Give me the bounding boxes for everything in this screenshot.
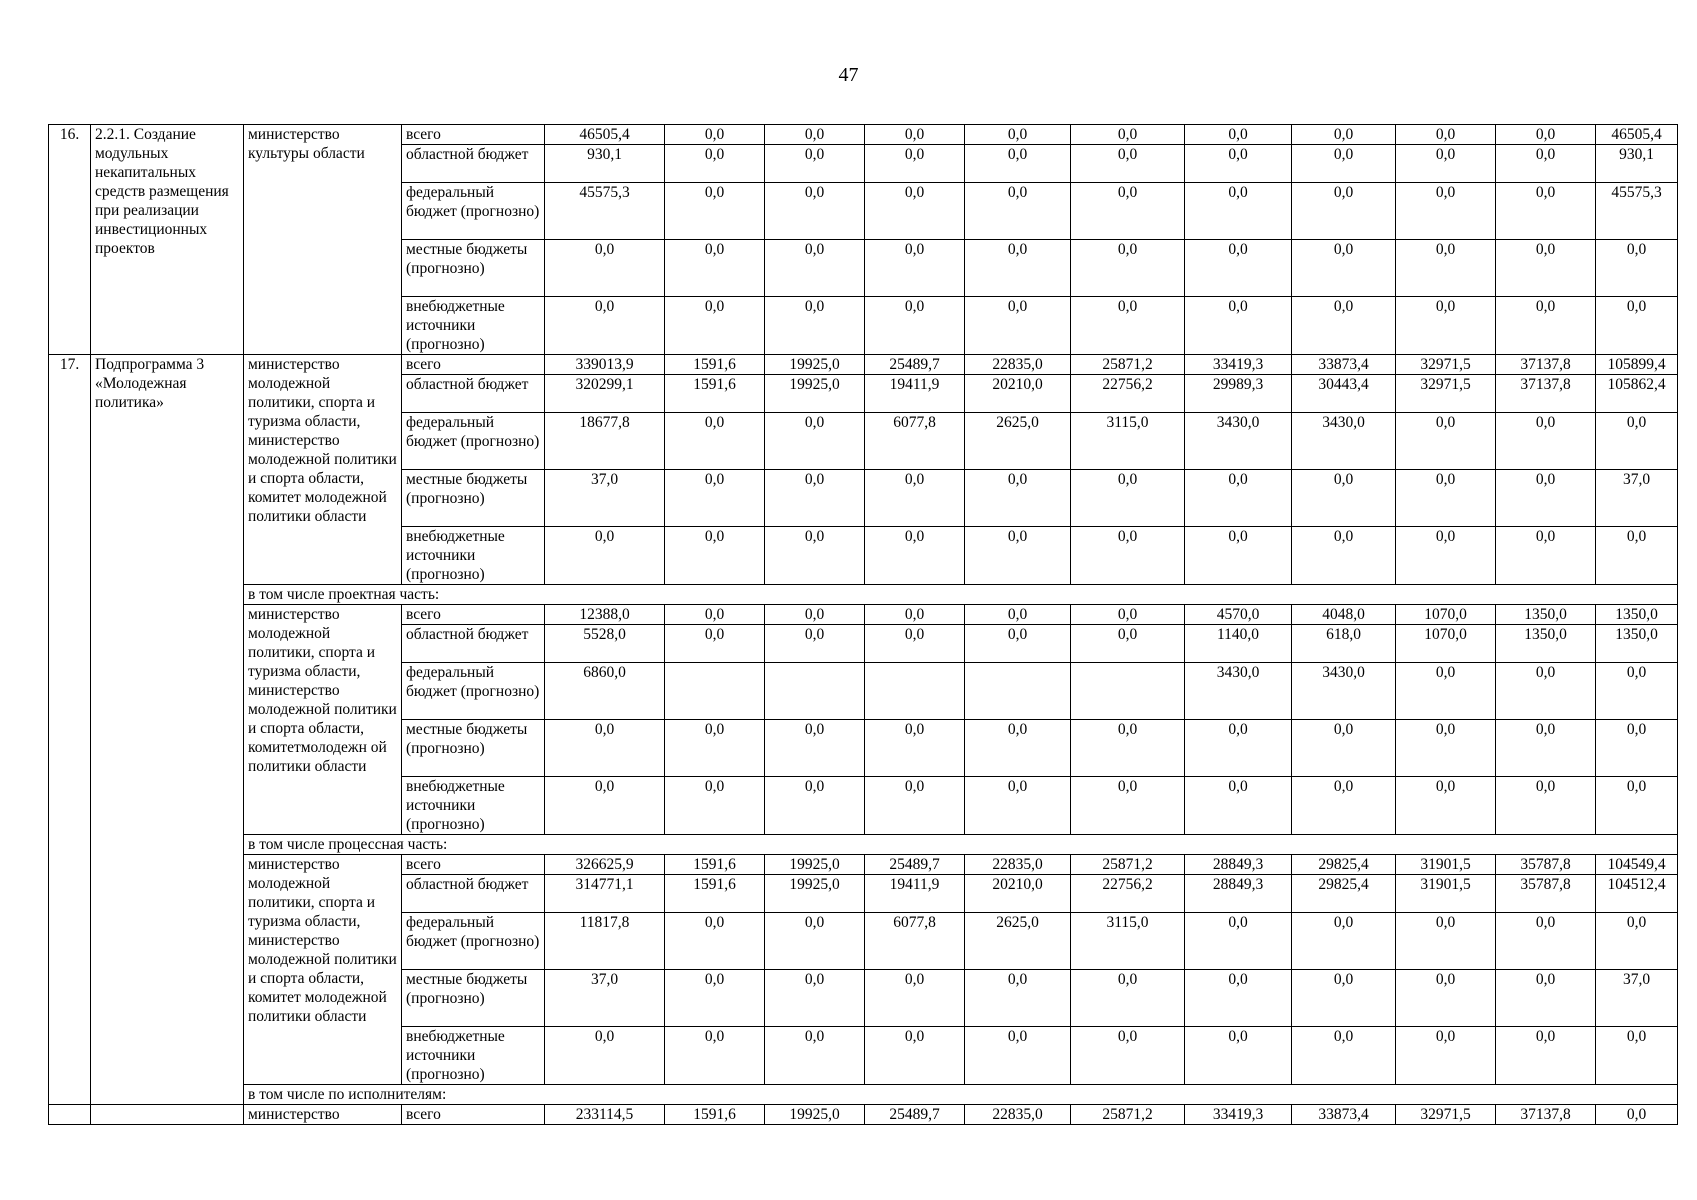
amount-cell: 0,0 — [1071, 625, 1185, 663]
funding-source: всего — [402, 1105, 545, 1125]
amount-cell: 28849,3 — [1185, 875, 1292, 913]
amount-cell: 0,0 — [1496, 777, 1596, 835]
amount-cell: 32971,5 — [1396, 1105, 1496, 1125]
amount-cell: 45575,3 — [545, 183, 665, 240]
amount-cell: 0,0 — [1185, 297, 1292, 355]
amount-cell: 0,0 — [965, 145, 1071, 183]
amount-cell: 0,0 — [1071, 183, 1185, 240]
amount-cell: 314771,1 — [545, 875, 665, 913]
amount-cell: 0,0 — [765, 240, 865, 297]
amount-cell: 0,0 — [1185, 1027, 1292, 1085]
amount-cell: 25871,2 — [1071, 355, 1185, 375]
amount-cell: 35787,8 — [1496, 855, 1596, 875]
amount-cell: 0,0 — [665, 605, 765, 625]
amount-cell: 33873,4 — [1292, 1105, 1396, 1125]
amount-cell: 0,0 — [765, 913, 865, 970]
amount-cell: 0,0 — [1292, 297, 1396, 355]
section-note: в том числе по исполнителям: — [244, 1085, 1678, 1105]
executor: министерство — [244, 1105, 402, 1125]
amount-cell: 326625,9 — [545, 855, 665, 875]
amount-cell: 0,0 — [1596, 240, 1678, 297]
amount-cell: 0,0 — [865, 720, 965, 777]
amount-cell: 0,0 — [665, 470, 765, 527]
amount-cell: 2625,0 — [965, 913, 1071, 970]
amount-cell: 0,0 — [765, 970, 865, 1027]
amount-cell: 0,0 — [1185, 720, 1292, 777]
amount-cell: 0,0 — [1496, 913, 1596, 970]
row-number: 17. — [49, 355, 91, 1105]
amount-cell: 0,0 — [1185, 527, 1292, 585]
table-row — [49, 585, 1678, 605]
amount-cell: 320299,1 — [545, 375, 665, 413]
budget-table — [48, 124, 1678, 1125]
amount-cell: 0,0 — [1292, 183, 1396, 240]
amount-cell: 0,0 — [1185, 913, 1292, 970]
amount-cell — [965, 663, 1071, 720]
amount-cell: 1070,0 — [1396, 625, 1496, 663]
funding-source: областной бюджет — [402, 145, 545, 183]
amount-cell: 0,0 — [865, 970, 965, 1027]
amount-cell: 12388,0 — [545, 605, 665, 625]
amount-cell: 3430,0 — [1292, 663, 1396, 720]
amount-cell: 1070,0 — [1396, 605, 1496, 625]
amount-cell: 0,0 — [1496, 297, 1596, 355]
amount-cell: 30443,4 — [1292, 375, 1396, 413]
amount-cell: 0,0 — [1071, 970, 1185, 1027]
amount-cell: 1140,0 — [1185, 625, 1292, 663]
amount-cell: 0,0 — [865, 527, 965, 585]
amount-cell: 0,0 — [865, 777, 965, 835]
amount-cell: 0,0 — [665, 720, 765, 777]
amount-cell: 0,0 — [865, 183, 965, 240]
amount-cell — [765, 663, 865, 720]
amount-cell: 45575,3 — [1596, 183, 1678, 240]
amount-cell: 0,0 — [1292, 470, 1396, 527]
amount-cell: 0,0 — [545, 720, 665, 777]
table-row — [49, 125, 1678, 145]
event-name — [91, 1105, 244, 1125]
amount-cell: 37137,8 — [1496, 355, 1596, 375]
amount-cell: 0,0 — [1596, 527, 1678, 585]
amount-cell: 22835,0 — [965, 1105, 1071, 1125]
funding-source: всего — [402, 605, 545, 625]
table-row — [49, 1105, 1678, 1125]
amount-cell: 0,0 — [665, 913, 765, 970]
amount-cell: 20210,0 — [965, 875, 1071, 913]
amount-cell: 0,0 — [965, 240, 1071, 297]
amount-cell: 35787,8 — [1496, 875, 1596, 913]
amount-cell: 0,0 — [665, 183, 765, 240]
row-number: 16. — [49, 125, 91, 355]
amount-cell: 0,0 — [1396, 240, 1496, 297]
amount-cell: 0,0 — [965, 605, 1071, 625]
amount-cell: 0,0 — [1496, 183, 1596, 240]
amount-cell: 0,0 — [865, 125, 965, 145]
amount-cell: 0,0 — [765, 470, 865, 527]
amount-cell: 37137,8 — [1496, 1105, 1596, 1125]
budget-table-body — [49, 125, 1678, 1125]
amount-cell: 33419,3 — [1185, 355, 1292, 375]
amount-cell: 1591,6 — [665, 855, 765, 875]
amount-cell: 3430,0 — [1292, 413, 1396, 470]
amount-cell: 0,0 — [665, 970, 765, 1027]
amount-cell: 0,0 — [765, 297, 865, 355]
amount-cell: 22756,2 — [1071, 875, 1185, 913]
amount-cell: 31901,5 — [1396, 875, 1496, 913]
amount-cell: 0,0 — [965, 183, 1071, 240]
amount-cell: 3430,0 — [1185, 413, 1292, 470]
amount-cell: 4048,0 — [1292, 605, 1396, 625]
amount-cell: 1591,6 — [665, 355, 765, 375]
amount-cell: 32971,5 — [1396, 375, 1496, 413]
amount-cell: 0,0 — [765, 720, 865, 777]
amount-cell: 105862,4 — [1596, 375, 1678, 413]
funding-source: федеральный бюджет (прогнозно) — [402, 183, 545, 240]
amount-cell: 0,0 — [1292, 145, 1396, 183]
amount-cell: 618,0 — [1292, 625, 1396, 663]
amount-cell: 25489,7 — [865, 855, 965, 875]
amount-cell: 25871,2 — [1071, 855, 1185, 875]
amount-cell: 1350,0 — [1596, 605, 1678, 625]
amount-cell: 0,0 — [765, 183, 865, 240]
amount-cell: 0,0 — [1496, 970, 1596, 1027]
amount-cell: 0,0 — [1071, 1027, 1185, 1085]
amount-cell: 6077,8 — [865, 913, 965, 970]
amount-cell: 0,0 — [1596, 777, 1678, 835]
funding-source: областной бюджет — [402, 375, 545, 413]
amount-cell: 0,0 — [1496, 470, 1596, 527]
amount-cell: 0,0 — [545, 240, 665, 297]
amount-cell: 0,0 — [1185, 470, 1292, 527]
amount-cell: 31901,5 — [1396, 855, 1496, 875]
amount-cell: 0,0 — [1596, 1027, 1678, 1085]
amount-cell: 0,0 — [1396, 145, 1496, 183]
funding-source: местные бюджеты (прогнозно) — [402, 470, 545, 527]
amount-cell: 32971,5 — [1396, 355, 1496, 375]
amount-cell: 2625,0 — [965, 413, 1071, 470]
amount-cell: 0,0 — [665, 240, 765, 297]
amount-cell: 29825,4 — [1292, 875, 1396, 913]
funding-source: федеральный бюджет (прогнозно) — [402, 413, 545, 470]
amount-cell: 0,0 — [865, 605, 965, 625]
amount-cell: 0,0 — [865, 145, 965, 183]
amount-cell: 19925,0 — [765, 875, 865, 913]
amount-cell: 37,0 — [1596, 470, 1678, 527]
amount-cell: 0,0 — [865, 470, 965, 527]
amount-cell: 20210,0 — [965, 375, 1071, 413]
amount-cell: 0,0 — [965, 720, 1071, 777]
amount-cell: 19925,0 — [765, 1105, 865, 1125]
amount-cell: 3115,0 — [1071, 913, 1185, 970]
amount-cell: 1591,6 — [665, 1105, 765, 1125]
table-row — [49, 835, 1678, 855]
amount-cell: 0,0 — [1071, 240, 1185, 297]
amount-cell: 33873,4 — [1292, 355, 1396, 375]
amount-cell: 18677,8 — [545, 413, 665, 470]
amount-cell: 0,0 — [965, 970, 1071, 1027]
amount-cell: 28849,3 — [1185, 855, 1292, 875]
funding-source: областной бюджет — [402, 625, 545, 663]
amount-cell: 25871,2 — [1071, 1105, 1185, 1125]
amount-cell: 0,0 — [1185, 240, 1292, 297]
amount-cell: 0,0 — [665, 1027, 765, 1085]
amount-cell: 46505,4 — [1596, 125, 1678, 145]
amount-cell: 0,0 — [1071, 527, 1185, 585]
amount-cell: 0,0 — [1071, 720, 1185, 777]
amount-cell: 0,0 — [545, 297, 665, 355]
funding-source: местные бюджеты (прогнозно) — [402, 240, 545, 297]
amount-cell: 0,0 — [1396, 1027, 1496, 1085]
amount-cell: 3430,0 — [1185, 663, 1292, 720]
amount-cell: 46505,4 — [545, 125, 665, 145]
amount-cell: 930,1 — [545, 145, 665, 183]
amount-cell: 0,0 — [1496, 125, 1596, 145]
amount-cell: 0,0 — [1071, 605, 1185, 625]
amount-cell: 0,0 — [545, 1027, 665, 1085]
amount-cell: 0,0 — [765, 413, 865, 470]
amount-cell: 0,0 — [765, 1027, 865, 1085]
amount-cell: 0,0 — [865, 625, 965, 663]
amount-cell: 0,0 — [1596, 413, 1678, 470]
amount-cell: 0,0 — [1496, 663, 1596, 720]
amount-cell: 0,0 — [1496, 145, 1596, 183]
amount-cell: 1591,6 — [665, 875, 765, 913]
amount-cell: 0,0 — [965, 625, 1071, 663]
amount-cell: 0,0 — [1496, 527, 1596, 585]
executor: министерство молодежной политики, спорта и туризма области, министерство молодежной политики и спорта области, комитетмолодежн ой политики области — [244, 605, 402, 835]
event-name: 2.2.1. Создание модульных некапитальных средств размещения при реализации инвестиционных проектов — [91, 125, 244, 355]
amount-cell: 0,0 — [965, 470, 1071, 527]
funding-source: внебюджетные источники (прогнозно) — [402, 527, 545, 585]
amount-cell: 0,0 — [1496, 413, 1596, 470]
amount-cell: 0,0 — [1292, 970, 1396, 1027]
amount-cell: 6860,0 — [545, 663, 665, 720]
amount-cell: 0,0 — [1396, 183, 1496, 240]
amount-cell: 25489,7 — [865, 355, 965, 375]
funding-source: всего — [402, 125, 545, 145]
row-number — [49, 1105, 91, 1125]
executor: министерство молодежной политики, спорта и туризма области, министерство молодежной политики и спорта области, комитет молодежной политики области — [244, 855, 402, 1085]
event-name: Подпрограмма 3 «Молодежная политика» — [91, 355, 244, 1105]
amount-cell: 0,0 — [1292, 913, 1396, 970]
amount-cell: 0,0 — [1596, 297, 1678, 355]
amount-cell: 0,0 — [1292, 125, 1396, 145]
amount-cell: 0,0 — [1396, 663, 1496, 720]
amount-cell: 19925,0 — [765, 375, 865, 413]
amount-cell: 105899,4 — [1596, 355, 1678, 375]
amount-cell: 0,0 — [665, 297, 765, 355]
amount-cell — [1071, 663, 1185, 720]
amount-cell: 0,0 — [1396, 970, 1496, 1027]
amount-cell — [865, 663, 965, 720]
amount-cell: 0,0 — [545, 777, 665, 835]
amount-cell: 0,0 — [665, 625, 765, 663]
amount-cell: 0,0 — [965, 527, 1071, 585]
funding-source: всего — [402, 355, 545, 375]
funding-source: внебюджетные источники (прогнозно) — [402, 1027, 545, 1085]
amount-cell: 0,0 — [1071, 297, 1185, 355]
amount-cell: 104512,4 — [1596, 875, 1678, 913]
amount-cell: 0,0 — [665, 413, 765, 470]
amount-cell: 0,0 — [665, 145, 765, 183]
amount-cell: 0,0 — [1292, 1027, 1396, 1085]
page-number: 47 — [838, 64, 859, 86]
funding-source: областной бюджет — [402, 875, 545, 913]
amount-cell: 1350,0 — [1596, 625, 1678, 663]
amount-cell: 22835,0 — [965, 355, 1071, 375]
amount-cell: 0,0 — [1292, 240, 1396, 297]
funding-source: федеральный бюджет (прогнозно) — [402, 913, 545, 970]
table-row — [49, 855, 1678, 875]
amount-cell — [665, 663, 765, 720]
amount-cell: 19411,9 — [865, 375, 965, 413]
funding-source: местные бюджеты (прогнозно) — [402, 720, 545, 777]
amount-cell: 1350,0 — [1496, 625, 1596, 663]
amount-cell: 0,0 — [1496, 1027, 1596, 1085]
amount-cell: 0,0 — [1185, 125, 1292, 145]
amount-cell: 0,0 — [965, 297, 1071, 355]
table-row — [49, 605, 1678, 625]
table-row — [49, 355, 1678, 375]
funding-source: федеральный бюджет (прогнозно) — [402, 663, 545, 720]
amount-cell: 0,0 — [865, 1027, 965, 1085]
amount-cell: 0,0 — [1596, 1105, 1678, 1125]
amount-cell: 0,0 — [765, 527, 865, 585]
executor: министерство культуры области — [244, 125, 402, 355]
amount-cell: 0,0 — [545, 527, 665, 585]
amount-cell: 19411,9 — [865, 875, 965, 913]
amount-cell: 0,0 — [765, 777, 865, 835]
amount-cell: 0,0 — [1292, 720, 1396, 777]
amount-cell: 0,0 — [1071, 125, 1185, 145]
table-row — [49, 1085, 1678, 1105]
amount-cell: 0,0 — [1396, 913, 1496, 970]
amount-cell: 25489,7 — [865, 1105, 965, 1125]
amount-cell: 37,0 — [1596, 970, 1678, 1027]
amount-cell: 33419,3 — [1185, 1105, 1292, 1125]
amount-cell: 0,0 — [1071, 470, 1185, 527]
amount-cell: 0,0 — [765, 125, 865, 145]
amount-cell: 37,0 — [545, 470, 665, 527]
amount-cell: 1350,0 — [1496, 605, 1596, 625]
amount-cell: 0,0 — [965, 777, 1071, 835]
amount-cell: 0,0 — [665, 777, 765, 835]
amount-cell: 0,0 — [665, 125, 765, 145]
amount-cell: 4570,0 — [1185, 605, 1292, 625]
amount-cell: 0,0 — [865, 240, 965, 297]
amount-cell: 930,1 — [1596, 145, 1678, 183]
amount-cell: 0,0 — [1185, 183, 1292, 240]
amount-cell: 104549,4 — [1596, 855, 1678, 875]
amount-cell: 0,0 — [1292, 777, 1396, 835]
funding-source: всего — [402, 855, 545, 875]
section-note: в том числе проектная часть: — [244, 585, 1678, 605]
amount-cell: 19925,0 — [765, 355, 865, 375]
amount-cell: 0,0 — [1396, 413, 1496, 470]
amount-cell: 0,0 — [765, 605, 865, 625]
amount-cell: 0,0 — [1071, 145, 1185, 183]
amount-cell: 0,0 — [1071, 777, 1185, 835]
amount-cell: 11817,8 — [545, 913, 665, 970]
amount-cell: 19925,0 — [765, 855, 865, 875]
amount-cell: 0,0 — [1185, 145, 1292, 183]
amount-cell: 22756,2 — [1071, 375, 1185, 413]
section-note: в том числе процессная часть: — [244, 835, 1678, 855]
amount-cell: 5528,0 — [545, 625, 665, 663]
amount-cell: 0,0 — [1596, 913, 1678, 970]
amount-cell: 0,0 — [1396, 527, 1496, 585]
amount-cell: 233114,5 — [545, 1105, 665, 1125]
amount-cell: 0,0 — [765, 625, 865, 663]
amount-cell: 0,0 — [965, 1027, 1071, 1085]
amount-cell: 0,0 — [1185, 777, 1292, 835]
amount-cell: 0,0 — [765, 145, 865, 183]
amount-cell: 0,0 — [1396, 297, 1496, 355]
amount-cell: 339013,9 — [545, 355, 665, 375]
amount-cell: 37,0 — [545, 970, 665, 1027]
amount-cell: 0,0 — [1396, 720, 1496, 777]
amount-cell: 0,0 — [865, 297, 965, 355]
amount-cell: 1591,6 — [665, 375, 765, 413]
executor: министерство молодежной политики, спорта и туризма области, министерство молодежной политики и спорта области, комитет молодежной политики области — [244, 355, 402, 585]
amount-cell: 0,0 — [1496, 240, 1596, 297]
amount-cell: 0,0 — [1292, 527, 1396, 585]
amount-cell: 6077,8 — [865, 413, 965, 470]
funding-source: внебюджетные источники (прогнозно) — [402, 777, 545, 835]
amount-cell: 29825,4 — [1292, 855, 1396, 875]
amount-cell: 0,0 — [1396, 470, 1496, 527]
amount-cell: 0,0 — [1185, 970, 1292, 1027]
amount-cell: 0,0 — [665, 527, 765, 585]
amount-cell: 0,0 — [965, 125, 1071, 145]
amount-cell: 22835,0 — [965, 855, 1071, 875]
funding-source: местные бюджеты (прогнозно) — [402, 970, 545, 1027]
amount-cell: 29989,3 — [1185, 375, 1292, 413]
amount-cell: 0,0 — [1596, 720, 1678, 777]
amount-cell: 0,0 — [1596, 663, 1678, 720]
funding-source: внебюджетные источники (прогнозно) — [402, 297, 545, 355]
amount-cell: 0,0 — [1396, 777, 1496, 835]
amount-cell: 37137,8 — [1496, 375, 1596, 413]
amount-cell: 0,0 — [1496, 720, 1596, 777]
amount-cell: 3115,0 — [1071, 413, 1185, 470]
amount-cell: 0,0 — [1396, 125, 1496, 145]
